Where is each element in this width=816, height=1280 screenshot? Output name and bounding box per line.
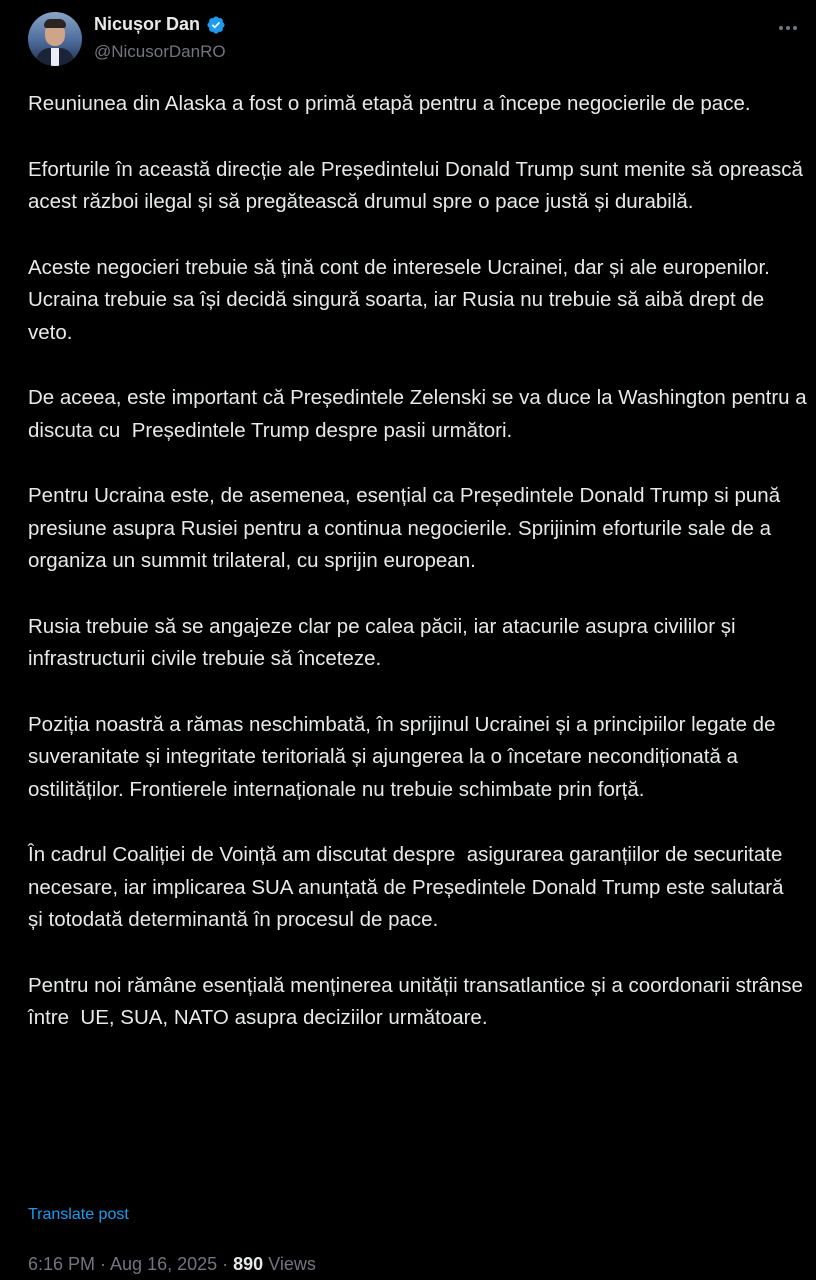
post-paragraph: Eforturile în această direcție ale Președintelui Donald Trump sunt menite să oprească acest război ilegal și să pregătească drumul spre o pace justă și durabilă. [28, 157, 809, 213]
post-paragraph: Poziția noastră a rămas neschimbată, în sprijinul Ucrainei și a principiilor legate de suveranitate și integritate teritorială și ajungerea la o încetare necondiționată a ostilităților. Frontierele internaționale nu trebuie schimbate prin forță. [28, 712, 782, 801]
author-name-row [94, 14, 226, 35]
post-paragraph: Pentru noi rămâne esențială menținerea unității transatlantice și a coordonarii strânse între UE, SUA, NATO asupra deciziilor următoare. [28, 973, 809, 1029]
more-options-icon[interactable] [774, 16, 802, 40]
post-meta [28, 1254, 316, 1275]
post-text [28, 88, 813, 1068]
post-timestamp[interactable]: 6:16 PM · Aug 16, 2025 · [28, 1254, 234, 1274]
post-paragraph: Reuniunea din Alaska a fost o primă etapă pentru a începe negocierile de pace. [28, 92, 751, 115]
more-dot [786, 26, 790, 30]
post-paragraph: De aceea, este important că Președintele Zelenski se va duce la Washington pentru a discuta cu Președintele Trump despre pasii următori. [28, 386, 813, 442]
avatar-shirt [51, 48, 59, 66]
avatar-hair [44, 19, 66, 28]
more-dot [779, 26, 783, 30]
views-count: 890 [233, 1254, 264, 1274]
translate-post-link[interactable]: Translate post [28, 1206, 129, 1223]
post-paragraph: Rusia trebuie să se angajeze clar pe calea păcii, iar atacurile asupra civililor și infrastructurii civile trebuie să înceteze. [28, 614, 742, 670]
post-paragraph: Aceste negocieri trebuie să țină cont de interesele Ucrainei, dar și ale europenilor. Ucraina trebuie sa își decidă singură soarta, iar Rusia nu trebuie să aibă drept de veto. [28, 255, 776, 344]
post-header [28, 10, 808, 70]
author-handle[interactable]: @NicusorDanRO [94, 42, 226, 61]
post-paragraph: Pentru Ucraina este, de asemenea, esențial ca Președintele Donald Trump si pună presiune asupra Rusiei pentru a continua negocierile. Sprijinim eforturile sale de a organiza un summit trilateral, cu sprijin european. [28, 484, 786, 572]
verified-badge-icon[interactable] [206, 15, 226, 35]
post-paragraph: În cadrul Coaliției de Voință am discutat despre asigurarea garanțiilor de securitate necesare, iar implicarea SUA anunțată de Președintele Donald Trump este salutară și totodată determinantă în procesul de pace. [28, 843, 795, 931]
views-label: Views [263, 1254, 316, 1274]
avatar[interactable] [28, 12, 82, 66]
author-name[interactable]: Nicușor Dan [94, 14, 201, 34]
more-dot [793, 26, 797, 30]
